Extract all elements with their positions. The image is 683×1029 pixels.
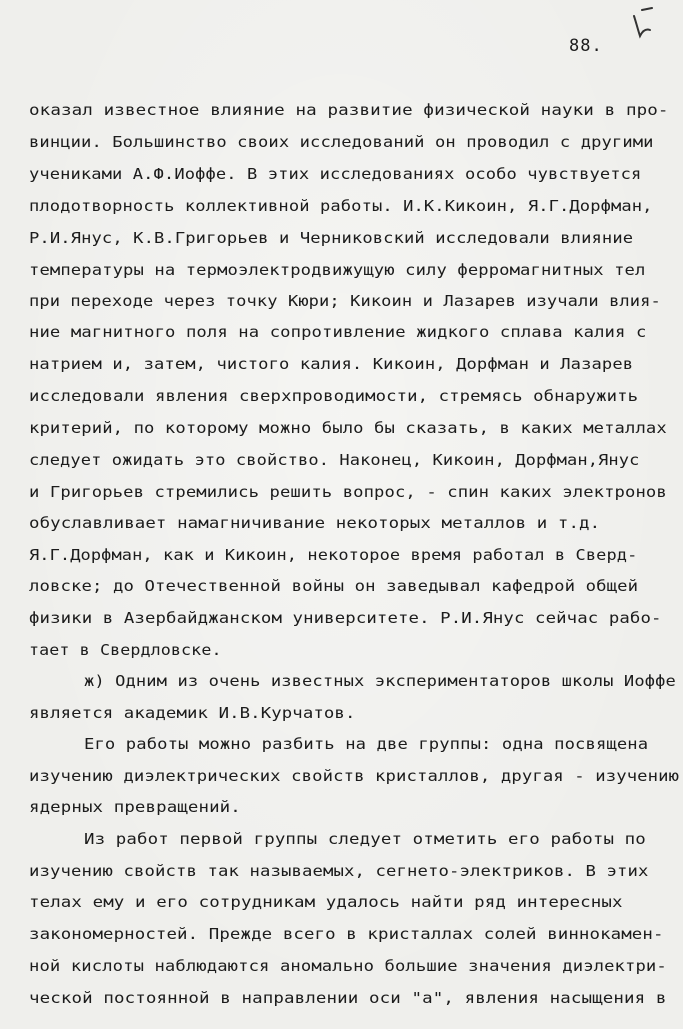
text-line: является академик И.В.Курчатов. (29, 704, 356, 722)
text-line: ловске; до Отечественной войны он заведывал кафедрой общей (29, 577, 639, 595)
text-line: телах ему и его сотрудникам удалось найти ряд интересных (29, 893, 623, 911)
text-line: Р.И.Янус, К.В.Григорьев и Черниковский исследовали влияние (29, 229, 634, 247)
text-line: при переходе через точку Кюри; Кикоин и Лазарев изучали влия- (29, 292, 661, 310)
text-line: ческой постоянной в направлении оси "а", явления насыщения в (29, 989, 667, 1007)
text-line: ние магнитного поля на сопротивление жидкого сплава калия с (29, 323, 647, 341)
text-line: Я.Г.Дорфман, как и Кикоин, некоторое время работал в Сверд- (29, 546, 638, 564)
text-line: обуславливает намагничивание некоторых металлов и т.д. (29, 514, 601, 532)
text-line: натрием и, затем, чистого калия. Кикоин, Дорфман и Лазарев (29, 355, 634, 373)
text-line: температуры на термоэлектродвижущую силу ферромагнитных тел (29, 261, 646, 279)
text-line: ной кислоты наблюдаются аномально большие значения диэлектри- (29, 957, 667, 975)
handwritten-mark-icon (630, 6, 656, 42)
text-line: изучению диэлектрических свойств кристаллов, другая - изучению (29, 767, 680, 785)
text-line: закономерностей. Прежде всего в кристаллах солей виннокамен- (29, 925, 664, 943)
text-line: винции. Большинство своих исследований он проводил с другими (29, 133, 654, 151)
text-line: физики в Азербайджанском университете. Р.И.Янус сейчас рабо- (29, 609, 662, 627)
text-line: оказал известное влияние на развитие физической науки в про- (29, 101, 669, 119)
text-line: плодотворность коллективной работы. И.К.Кикоин, Я.Г.Дорфман, (29, 197, 653, 215)
text-line: следует ожидать это свойство. Наконец, Кикоин, Дорфман,Янус (29, 451, 640, 469)
text-line: изучению свойств так называемых, сегнето-электриков. В этих (29, 862, 649, 880)
text-line: тает в Свердловске. (29, 641, 222, 659)
text-line: учениками А.Ф.Иоффе. В этих исследованиях особо чувствуется (29, 165, 642, 183)
text-line: Его работы можно разбить на две группы: одна посвящена (84, 735, 649, 753)
text-line: ядерных превращений. (29, 798, 241, 816)
text-line: исследовали явления сверхпроводимости, стремясь обнаружить (29, 387, 639, 405)
page-number: 88. (569, 36, 603, 56)
text-line: и Григорьев стремились решить вопрос, - спин каких электронов (29, 483, 667, 501)
text-line: критерий, по которому можно было бы сказать, в каких металлах (29, 419, 667, 437)
text-line: ж) Одним из очень известных экспериментаторов школы Иоффе (84, 672, 676, 690)
text-line: Из работ первой группы следует отметить его работы по (84, 830, 646, 848)
